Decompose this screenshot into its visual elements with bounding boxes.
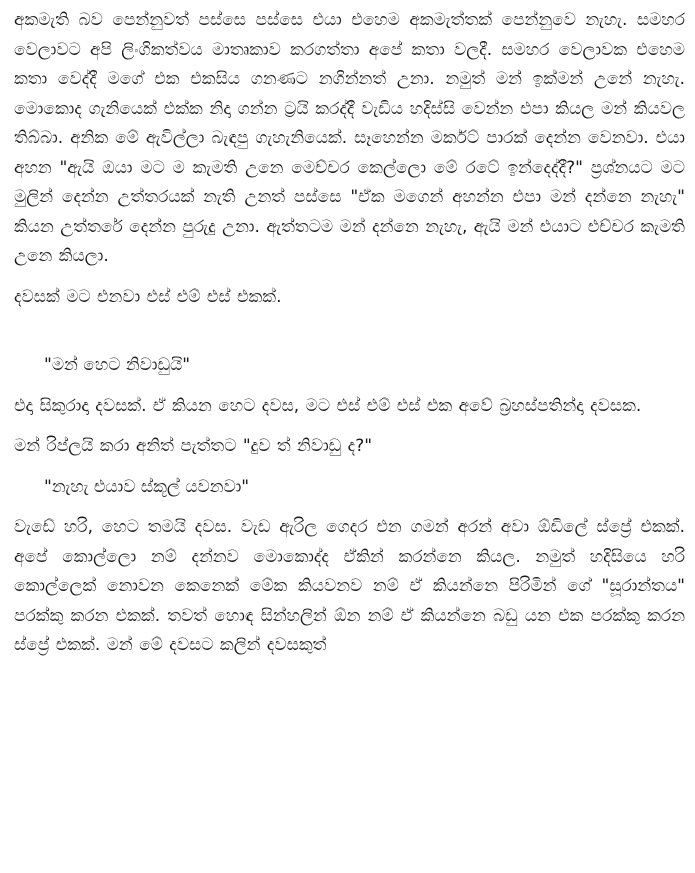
paragraph-2: දවසක් මට එනවා එස් එම් එස් එකක්. xyxy=(14,286,282,307)
paragraph-1: අකමැති බව පෙන්නුවත් පස්සෙ පස්සෙ එයා එහෙම අකමැත්තක් පෙන්නුවෙ නැහැ. සමහර වෙලාවට අපි ලිංගිකත්වය මාතෘකාව කරගත්තා අපේ කතා වලදී. සමහර වෙලාවක එහෙම කතා වෙද්දී මගේ එක එකසිය ගනණට නගින්නත් උනා. නමුත් මන් ඉක්මන් උනේ නැහැ. මොකොද ගැනියෙක් එක්ක නිදා ගන්න ට්‍රයි කරද්දී වැඩිය හදිස්සි වෙන්න එපා කියල මන් කියවල තිබ්බා. අනික මේ ඇවිල්ලා බැඳපු ගැහැනියෙක්. සෑහෙන්න මර්කට් පාරක් දෙන්න වෙනවා. එයා අහන "ඇයි ඔයා මට ම කැමති උනෙ මෙච්චර කෙල්ලො මේ රටේ ඉන්දෙද්දී?" ප්‍රශ්නයට මට මුලින් දෙන්න උත්තරයක් නැති උනත් පස්සෙ "ඒක මගෙන් අහන්න එපා මන් දන්නෙ නැහැ" කියන උත්තරේ දෙන්න පුරුදු උනා. ඇත්තටම මන් දන්නෙ නැහැ, ඇයි මන් එයාට එච්චර කැමති උනෙ කියලා. xyxy=(14,10,685,266)
quote-2: "නැහැ එයාව ස්කූල් යවනවා" xyxy=(44,476,250,497)
paragraph-spacer xyxy=(14,323,685,351)
paragraph-4: මන් රිප්ලයි කරා අනිත් පැත්තට "දුව ත් නිවාඩු ද?" xyxy=(14,436,373,456)
paragraph-3: එදා සිකුරාදා දවසක්. ඒ කියන හෙට දවස, මට එස් එම් එස් එක අවේ බ්‍රහස්පතින්දා දවසක. xyxy=(14,395,642,416)
quote-1: "මන් හෙට නිවාඩුයි" xyxy=(44,355,191,375)
paragraph-5: වැඩේ හරි, හෙට තමයි දවස. වැඩ ඇරිල ගෙදර එන ගමන් අරන් අවා ඕඩිලේ ස්ප්‍රේ එකක්. අපේ කොල්ලො නම් දන්නව මොකොද්ද ඒකින් කරන්නෙ කියල. නමුත් හදිසියෙ හරි කොල්ලෙක් නොවන කෙනෙක් මේක කියවනව නම් ඒ කියන්නෙ පිරිමින් ගේ "සූරාන්තය" පරක්කු කරන එකක්. තවත් හොඳ සින්හලින් ඕන නම් ඒ කියන්නෙ බඩු යන එක පරක්කු කරන ස්ප්‍රේ එකක්. මන් මේ දවසට කලින් දවසකුත් xyxy=(14,517,685,655)
